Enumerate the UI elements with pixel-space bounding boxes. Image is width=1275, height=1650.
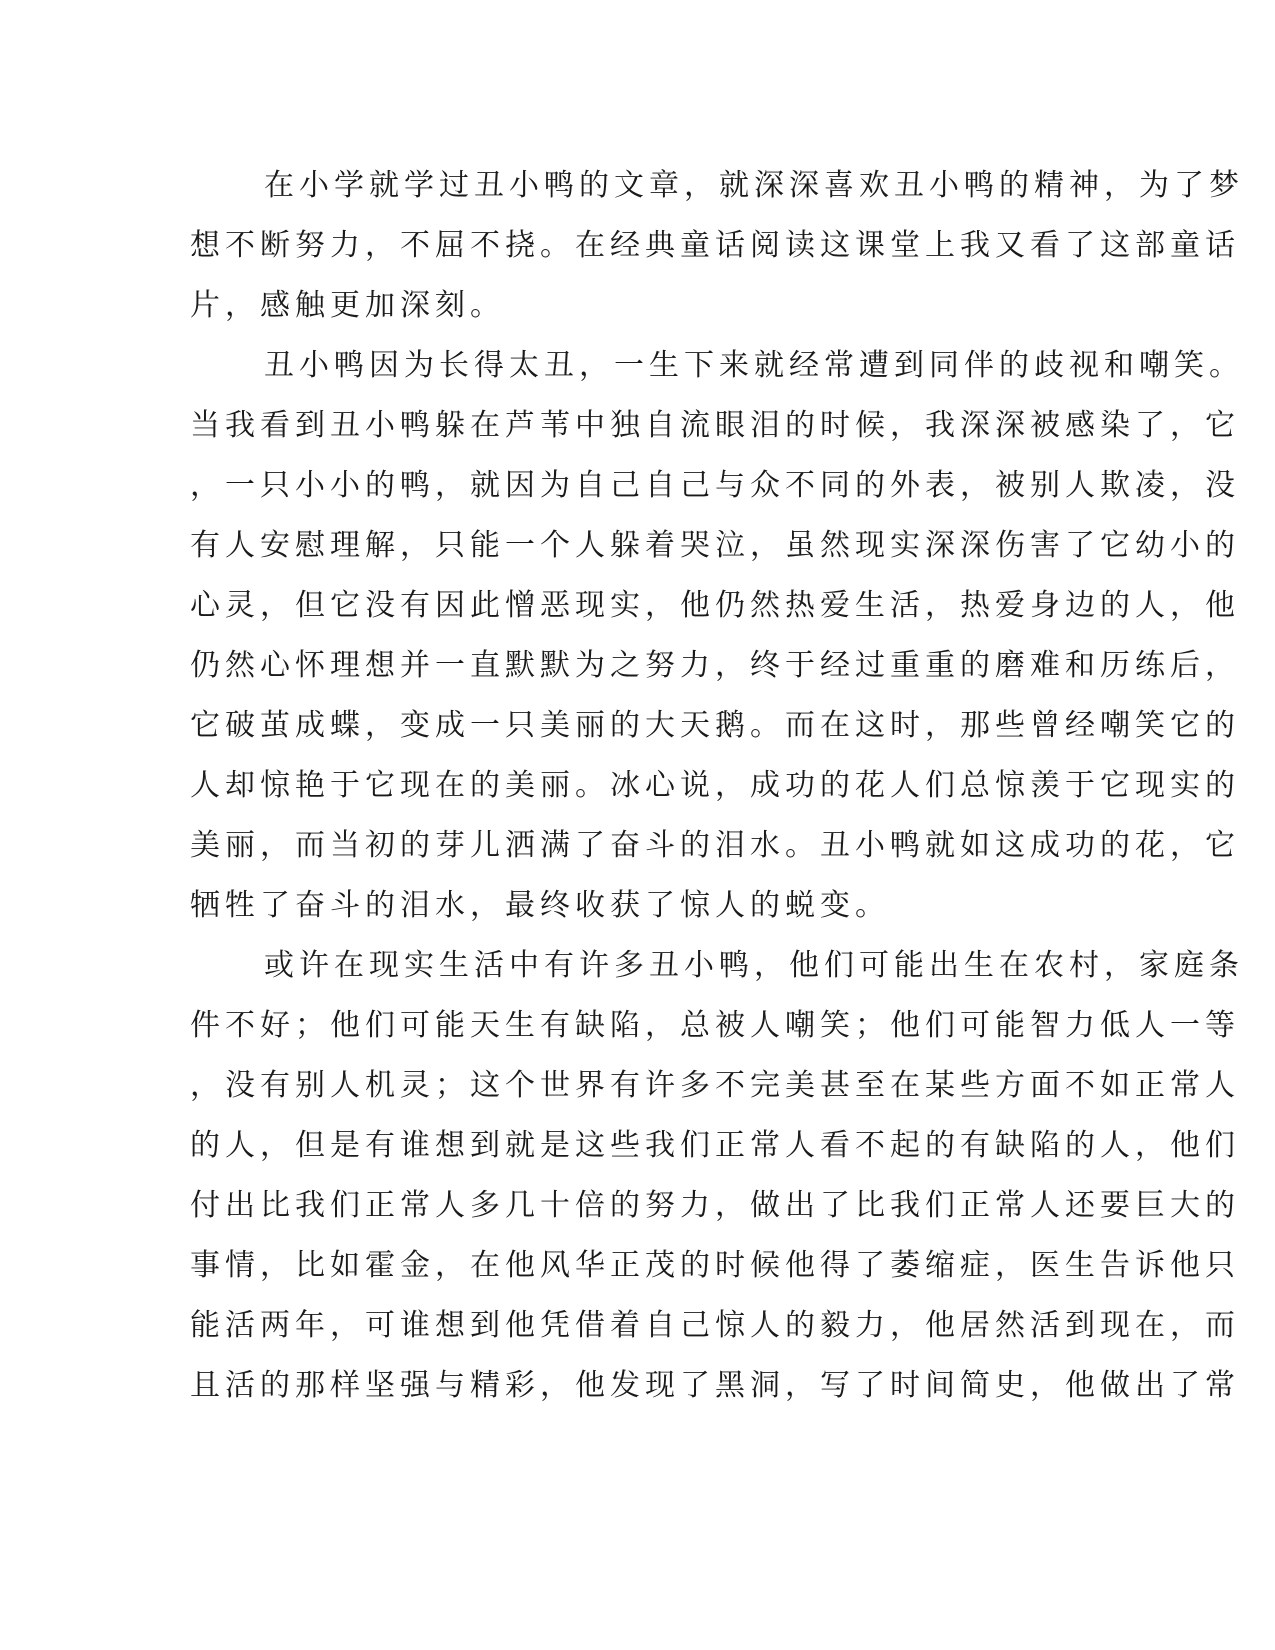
text-line: 且活的那样坚强与精彩，他发现了黑洞，写了时间简史，他做出了常 — [190, 1368, 1240, 1403]
text-line: 想不断努力，不屈不挠。在经典童话阅读这课堂上我又看了这部童话 — [190, 228, 1240, 263]
text-line: 件不好；他们可能天生有缺陷，总被人嘲笑；他们可能智力低人一等 — [190, 1008, 1240, 1043]
text-line: 当我看到丑小鸭躲在芦苇中独自流眼泪的时候，我深深被感染了，它 — [190, 408, 1240, 443]
text-line: 能活两年，可谁想到他凭借着自己惊人的毅力，他居然活到现在，而 — [190, 1308, 1240, 1343]
paragraph-2 — [190, 336, 1244, 936]
text-line: 它破茧成蝶，变成一只美丽的大天鹅。而在这时，那些曾经嘲笑它的 — [190, 708, 1240, 743]
text-line: 牺牲了奋斗的泪水，最终收获了惊人的蜕变。 — [190, 888, 890, 923]
text-line: 仍然心怀理想并一直默默为之努力，终于经过重重的磨难和历练后， — [190, 648, 1240, 683]
text-line: ，没有别人机灵；这个世界有许多不完美甚至在某些方面不如正常人 — [190, 1068, 1240, 1103]
text-line: 在小学就学过丑小鸭的文章，就深深喜欢丑小鸭的精神，为了梦 — [264, 168, 1244, 203]
paragraph-1 — [190, 156, 1244, 336]
text-line: 付出比我们正常人多几十倍的努力，做出了比我们正常人还要巨大的 — [190, 1188, 1240, 1223]
text-line: 丑小鸭因为长得太丑，一生下来就经常遭到同伴的歧视和嘲笑。 — [264, 348, 1244, 383]
text-line: 片，感触更加深刻。 — [190, 288, 505, 323]
body-text — [190, 156, 1244, 1416]
text-line: ，一只小小的鸭，就因为自己自己与众不同的外表，被别人欺凌，没 — [190, 468, 1240, 503]
text-line: 心灵，但它没有因此憎恶现实，他仍然热爱生活，热爱身边的人，他 — [190, 588, 1240, 623]
paragraph-3 — [190, 936, 1244, 1416]
text-line: 或许在现实生活中有许多丑小鸭，他们可能出生在农村，家庭条 — [264, 948, 1244, 983]
text-line: 有人安慰理解，只能一个人躲着哭泣，虽然现实深深伤害了它幼小的 — [190, 528, 1240, 563]
text-line: 美丽，而当初的芽儿洒满了奋斗的泪水。丑小鸭就如这成功的花，它 — [190, 828, 1240, 863]
text-line: 人却惊艳于它现在的美丽。冰心说，成功的花人们总惊羡于它现实的 — [190, 768, 1240, 803]
text-line: 事情，比如霍金，在他风华正茂的时候他得了萎缩症，医生告诉他只 — [190, 1248, 1240, 1283]
text-line: 的人，但是有谁想到就是这些我们正常人看不起的有缺陷的人，他们 — [190, 1128, 1240, 1163]
